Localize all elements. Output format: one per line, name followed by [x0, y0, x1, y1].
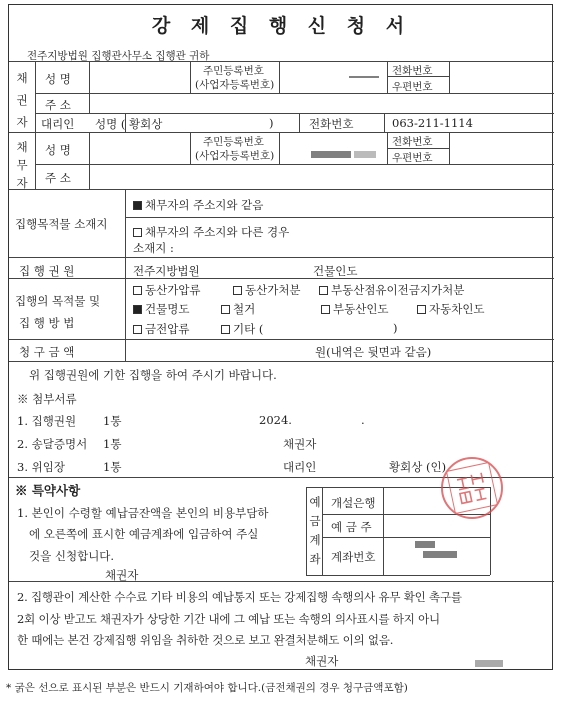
agent-phone-label: 전화번호 — [309, 117, 354, 131]
debtor-biz-label: (사업자등록번호) — [195, 150, 275, 162]
signing-year: 2024. — [259, 413, 292, 427]
method-option-demolition[interactable]: 철거 — [221, 301, 255, 317]
location-address-label: 소재지 : — [133, 241, 174, 255]
method-option-movable-injunction[interactable]: 동산가처분 — [233, 282, 301, 298]
execution-court: 전주지방법원 — [133, 264, 200, 278]
debtor-side-label: 채 무 자 — [16, 140, 28, 190]
red-seal-stamp — [441, 457, 503, 519]
method-option-movable-attachment[interactable]: 동산가압류 — [133, 282, 201, 298]
attachment-item-2: 2. 송달증명서 — [17, 437, 88, 451]
debtor-name-label: 성 명 — [45, 143, 71, 157]
signer-agent-name: 황회상 (인) — [389, 460, 447, 474]
method-label-line2: 집 행 방 법 — [19, 316, 75, 330]
clause2-line2: 2회 이상 받고도 채권자가 상당한 기간 내에 그 예납 또는 속행의 의사표시를 하지 아니 — [17, 612, 440, 626]
signing-date-dot: . — [361, 413, 365, 427]
creditor-address-label: 주 소 — [45, 98, 71, 112]
claim-amount-value: 원(내역은 뒷면과 같음) — [315, 345, 432, 359]
clause2-line3: 한 때에는 본건 강제집행 위임을 취하한 것으로 보고 완결처분해도 이의 없음. — [17, 633, 394, 647]
checkbox-icon — [133, 286, 142, 295]
debtor-phone-label: 전화번호 — [392, 136, 433, 148]
special-terms-heading: ※ 특약사항 — [15, 483, 81, 498]
agent-label: 대리인 — [41, 117, 75, 131]
creditor-biz-label: (사업자등록번호) — [195, 79, 275, 91]
checkbox-icon — [221, 325, 230, 334]
clause2-sign-label: 채권자 — [305, 654, 339, 668]
bank-label: 개설은행 — [331, 496, 376, 510]
footnote: * 굵은 선으로 표시된 부분은 반드시 기재하여야 합니다.(금전채권의 경우 청구금액포함) — [6, 682, 408, 694]
account-holder-label: 예 금 주 — [331, 520, 372, 534]
checkbox-icon — [233, 286, 242, 295]
attachment-count-1: 1통 — [103, 414, 122, 428]
attachment-item-1: 1. 집행권원 — [17, 414, 77, 428]
clause1-sign-label: 채권자 — [105, 568, 139, 582]
attachment-count-2: 1통 — [103, 437, 122, 451]
claim-amount-label: 청 구 금 액 — [19, 345, 75, 359]
checkbox-icon — [417, 305, 426, 314]
method-option-vehicle-delivery[interactable]: 자동차인도 — [417, 301, 485, 317]
method-option-building-surrender[interactable]: 건물명도 — [133, 301, 189, 317]
clause1-line3: 것을 신청합니다. — [29, 549, 115, 563]
signer-creditor-label: 채권자 — [283, 437, 317, 451]
checkbox-icon — [133, 228, 142, 237]
agent-paren-close: ) — [269, 116, 274, 130]
checkbox-icon — [319, 286, 328, 295]
checkbox-icon — [133, 305, 142, 314]
account-side-label: 예 금 계 좌 — [309, 495, 321, 566]
execution-title-label: 집 행 권 원 — [19, 264, 75, 278]
debtor-rrn-label: 주민등록번호 — [203, 136, 264, 148]
agent-name: 성명 ( 황회상 — [95, 117, 163, 131]
method-option-possession-injunction[interactable]: 부동산점유이전금지가처분 — [319, 282, 464, 298]
creditor-phone-label: 전화번호 — [392, 65, 433, 77]
debtor-address-label: 주 소 — [45, 171, 71, 185]
agent-phone: 063-211-1114 — [392, 116, 473, 130]
method-option-other[interactable]: 기타 ( — [221, 321, 263, 337]
method-option-real-estate-delivery[interactable]: 부동산인도 — [321, 301, 389, 317]
checkbox-icon — [221, 305, 230, 314]
method-other-close: ) — [393, 321, 398, 335]
object-location-label: 집행목적물 소재지 — [15, 217, 108, 231]
account-number-label: 계좌번호 — [331, 550, 376, 564]
checkbox-icon — [133, 201, 142, 210]
attachment-count-3: 1통 — [103, 460, 122, 474]
debtor-zip-label: 우편번호 — [392, 152, 433, 164]
creditor-name-label: 성 명 — [45, 72, 71, 86]
creditor-zip-label: 우편번호 — [392, 81, 433, 93]
clause1-line1: 1. 본인이 수령할 예납금잔액을 본인의 비용부담하 — [17, 506, 269, 520]
creditor-side-label: 채 권 자 — [16, 71, 28, 129]
enforcement-application-form — [8, 4, 553, 670]
attachments-heading: ※ 첨부서류 — [17, 392, 77, 406]
request-sentence: 위 집행권원에 기한 집행을 하여 주시기 바랍니다. — [29, 368, 277, 382]
location-option-different[interactable]: 채무자의 주소지와 다른 경우 — [133, 224, 289, 240]
location-option-same[interactable]: 채무자의 주소지와 같음 — [133, 197, 263, 213]
clause1-line2: 에 오른쪽에 표시한 예금계좌에 입금하여 주실 — [29, 527, 259, 541]
form-title: 강 제 집 행 신 청 서 — [151, 15, 412, 37]
clause2-line1: 2. 집행관이 계산한 수수료 기타 비용의 예납통지 또는 강제집행 속행의사 유무 확인 촉구를 — [17, 590, 462, 604]
execution-type: 건물인도 — [313, 264, 358, 278]
seal-mark-icon — [452, 468, 492, 508]
addressee: 전주지방법원 집행관사무소 집행관 귀하 — [27, 50, 210, 62]
method-label-line1: 집행의 목적물 및 — [15, 294, 101, 308]
creditor-rrn-label: 주민등록번호 — [203, 65, 264, 77]
method-option-money-attachment[interactable]: 금전압류 — [133, 321, 189, 337]
checkbox-icon — [133, 325, 142, 334]
attachment-item-3: 3. 위임장 — [17, 460, 65, 474]
checkbox-icon — [321, 305, 330, 314]
signer-agent-label: 대리인 — [283, 460, 317, 474]
